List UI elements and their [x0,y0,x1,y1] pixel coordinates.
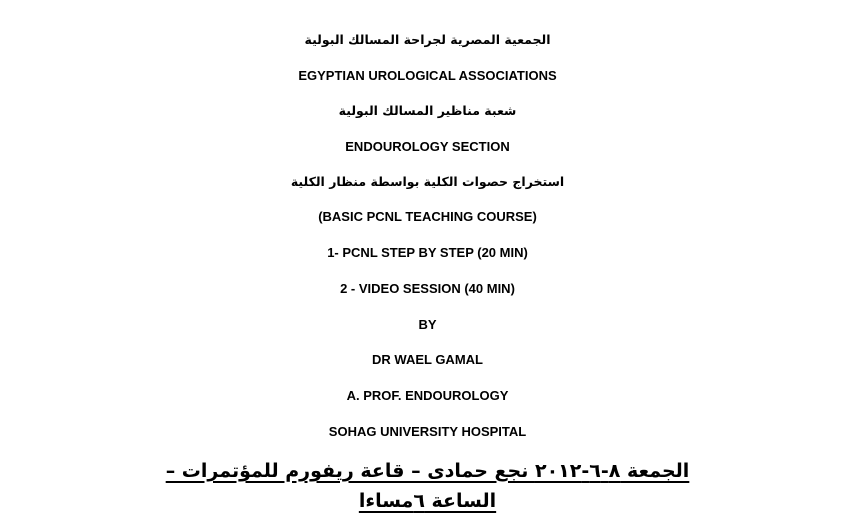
course-title-arabic: استخراج حصوات الكلية بواسطة منظار الكلية [290,174,565,189]
agenda-item-2: 2 - VIDEO SESSION (40 MIN) [340,281,515,296]
event-time [0,488,855,514]
section-name-arabic: شعبة مناظير المسالك البولية [338,103,517,118]
association-name-arabic: الجمعية المصرية لجراحة المسالك البولية [304,32,551,47]
by-label: BY [418,317,437,332]
event-date-location-text: الجمعة ٨-٦-٢٠١٢ نجع حمادى – قاعة ريفورم للمؤتمرات – [165,460,690,482]
event-date-location [0,458,855,484]
section-name-english: ENDOUROLOGY SECTION [345,139,510,154]
course-title-english: (BASIC PCNL TEACHING COURSE) [318,209,537,224]
speaker-affiliation: SOHAG UNIVERSITY HOSPITAL [328,424,527,439]
agenda-item-1: 1- PCNL STEP BY STEP (20 MIN) [327,245,528,260]
speaker-title: A. PROF. ENDOUROLOGY [346,388,509,403]
event-time-text: الساعة ٦مساءا [358,490,497,512]
association-name-english: EGYPTIAN UROLOGICAL ASSOCIATIONS [298,68,557,83]
speaker-name: DR WAEL GAMAL [372,352,483,367]
